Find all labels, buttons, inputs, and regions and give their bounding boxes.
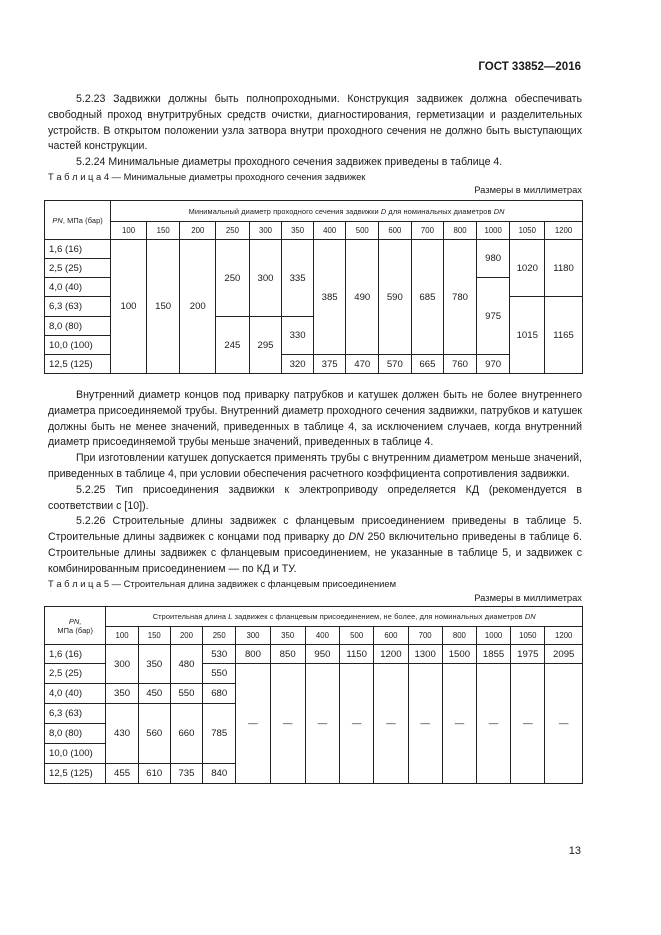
value-cell: 100 [111, 240, 147, 374]
value-cell: 150 [146, 240, 180, 374]
value-cell: 295 [249, 317, 282, 374]
value-cell: 785 [203, 704, 236, 764]
pn-cell: 8,0 (80) [45, 724, 106, 744]
value-cell: 490 [346, 240, 379, 355]
pn-cell: 6,3 (63) [45, 704, 106, 724]
value-cell: 950 [305, 645, 339, 664]
dn-header: 150 [138, 627, 170, 645]
dn-header: 250 [203, 627, 236, 645]
dn-header: 700 [411, 222, 444, 240]
value-cell: 850 [270, 645, 305, 664]
value-cell: 350 [138, 645, 170, 684]
value-cell: 975 [476, 278, 510, 355]
value-cell: 320 [282, 355, 314, 374]
table4-caption: Т а б л и ц а 4 — Минимальные диаметры проходного сечения задвижек [48, 171, 366, 182]
dn-header: 1200 [545, 222, 583, 240]
dn-header: 400 [305, 627, 339, 645]
value-cell: 385 [313, 240, 346, 355]
dn-header: 1000 [476, 222, 510, 240]
value-cell: 530 [203, 645, 236, 664]
dash-cell: — [408, 664, 442, 784]
value-cell: 455 [106, 764, 138, 784]
value-cell: 1165 [545, 297, 583, 374]
dn-header: 1050 [510, 222, 545, 240]
value-cell: 685 [411, 240, 444, 355]
value-cell: 480 [170, 645, 202, 684]
clause-5-2-24: 5.2.24 Минимальные диаметры проходного сечения задвижек приведены в таблице 4. [76, 156, 503, 169]
value-cell: 450 [138, 684, 170, 704]
value-cell: 980 [476, 240, 510, 278]
value-cell: 1200 [374, 645, 408, 664]
dn-header: 1200 [545, 627, 583, 645]
dash-cell: — [374, 664, 408, 784]
pn-cell: 10,0 (100) [45, 336, 111, 355]
body-text [48, 388, 582, 578]
table5-caption: Т а б л и ц а 5 — Строительная длина задвижек с фланцевым присоединением [48, 578, 397, 589]
value-cell: 330 [282, 317, 314, 355]
pn-header: PN, МПа (бар) [45, 607, 106, 645]
pn-cell: 1,6 (16) [45, 240, 111, 259]
dn-header: 350 [270, 627, 305, 645]
dash-cell: — [545, 664, 583, 784]
dash-cell: — [442, 664, 476, 784]
dn-header: 1000 [476, 627, 510, 645]
dn-header: 100 [111, 222, 147, 240]
dn-header: 300 [249, 222, 282, 240]
pn-cell: 10,0 (100) [45, 744, 106, 764]
value-cell: 660 [170, 704, 202, 764]
value-cell: 2095 [545, 645, 583, 664]
dash-cell: — [476, 664, 510, 784]
dn-header: 500 [340, 627, 374, 645]
pn-cell: 2,5 (25) [45, 664, 106, 684]
dn-header: 250 [216, 222, 250, 240]
value-cell: 1020 [510, 240, 545, 297]
value-cell: 375 [313, 355, 346, 374]
pn-cell: 4,0 (40) [45, 684, 106, 704]
clause-5-2-26: 5.2.26 Строительные длины задвижек с фланцевым присоединением приведены в таблице 5. Строительные длины задвижек с концами под приварку до DN 250 включительно приведены в таблице 6. Строительные длины задвижек с фланцевым присоединением, не указанные в таблице 5, и задвижек с комбинированным присоединением — по КД и ТУ. [48, 515, 583, 575]
span-header: Минимальный диаметр проходного сечения задвижки D для номинальных диаметров DN [111, 201, 583, 222]
inner-diameter-paragraph: Внутренний диаметр концов под приварку патрубков и катушек должен быть не более внутреннего диаметра присоединяемой трубы. Внутренний диаметр проходного сечения задвижки, патрубков и катушек должны быть не менее значений, приведенных в таблице 4, за исключением случаев, когда внутренний диаметр присоединяемой трубы меньше значений, приведенных в таблице 4. [48, 389, 582, 449]
dn-header: 500 [346, 222, 379, 240]
table4-units: Размеры в миллиметрах [474, 184, 582, 195]
dn-header: 600 [374, 627, 408, 645]
value-cell: 430 [106, 704, 138, 764]
value-cell: 970 [476, 355, 510, 374]
pn-cell: 12,5 (125) [45, 355, 111, 374]
value-cell: 300 [106, 645, 138, 684]
dn-header: 150 [146, 222, 180, 240]
dn-header: 600 [379, 222, 412, 240]
dn-header: 200 [170, 627, 202, 645]
dn-header: 400 [313, 222, 346, 240]
value-cell: 1300 [408, 645, 442, 664]
dash-cell: — [236, 664, 270, 784]
clauses-5-2-23-24 [48, 92, 582, 171]
clause-5-2-23: 5.2.23 Задвижки должны быть полнопроходными. Конструкция задвижек должна обеспечивать свободный проход внутритрубных средств очистки, диагностирования, герметизации и разделительных устройств. В открытом положении узла затвора внутри проходного сечения не должно быть выступающих частей конструкции. [48, 93, 582, 153]
dn-header: 1050 [511, 627, 545, 645]
value-cell: 250 [216, 240, 250, 317]
dash-cell: — [340, 664, 374, 784]
dn-header: 700 [408, 627, 442, 645]
pn-cell: 12,5 (125) [45, 764, 106, 784]
span-header: Строительная длина L задвижек с фланцевым присоединением, не более, для номинальных диаметров DN [106, 607, 583, 627]
pn-cell: 8,0 (80) [45, 317, 111, 336]
value-cell: 470 [346, 355, 379, 374]
value-cell: 760 [444, 355, 477, 374]
value-cell: 570 [379, 355, 412, 374]
value-cell: 840 [203, 764, 236, 784]
pn-cell: 2,5 (25) [45, 259, 111, 278]
dash-cell: — [270, 664, 305, 784]
value-cell: 590 [379, 240, 412, 355]
clause-5-2-25: 5.2.25 Тип присоединения задвижки к электроприводу определяется КД (рекомендуется в соответствии с [10]). [48, 483, 582, 512]
spools-paragraph: При изготовлении катушек допускается применять трубы с внутренним диаметром меньше значений, приведенных в таблице 4, при условии обеспечения расчетного коэффициента сопротивления задвижки. [48, 452, 582, 480]
value-cell: 245 [216, 317, 250, 374]
value-cell: 1500 [442, 645, 476, 664]
value-cell: 1150 [340, 645, 374, 664]
value-cell: 335 [282, 240, 314, 317]
value-cell: 550 [203, 664, 236, 684]
value-cell: 665 [411, 355, 444, 374]
pn-cell: 4,0 (40) [45, 278, 111, 297]
value-cell: 200 [180, 240, 216, 374]
table5 [44, 606, 583, 784]
dash-cell: — [511, 664, 545, 784]
dn-header: 350 [282, 222, 314, 240]
dn-header: 100 [106, 627, 138, 645]
dash-cell: — [305, 664, 339, 784]
value-cell: 560 [138, 704, 170, 764]
value-cell: 550 [170, 684, 202, 704]
value-cell: 350 [106, 684, 138, 704]
dn-header: 300 [236, 627, 270, 645]
value-cell: 780 [444, 240, 477, 355]
pn-cell: 6,3 (63) [45, 297, 111, 317]
table5-units: Размеры в миллиметрах [474, 592, 582, 603]
value-cell: 680 [203, 684, 236, 704]
table4 [44, 200, 583, 374]
pn-cell: 1,6 (16) [45, 645, 106, 664]
value-cell: 300 [249, 240, 282, 317]
dn-header: 200 [180, 222, 216, 240]
value-cell: 735 [170, 764, 202, 784]
pn-header: PN, МПа (бар) [45, 201, 111, 240]
value-cell: 1855 [476, 645, 510, 664]
value-cell: 1975 [511, 645, 545, 664]
value-cell: 610 [138, 764, 170, 784]
page-number: 13 [568, 845, 581, 857]
value-cell: 800 [236, 645, 270, 664]
document-number: ГОСТ 33852—2016 [478, 61, 581, 73]
value-cell: 1015 [510, 297, 545, 374]
value-cell: 1180 [545, 240, 583, 297]
dn-header: 800 [442, 627, 476, 645]
dn-header: 800 [444, 222, 477, 240]
